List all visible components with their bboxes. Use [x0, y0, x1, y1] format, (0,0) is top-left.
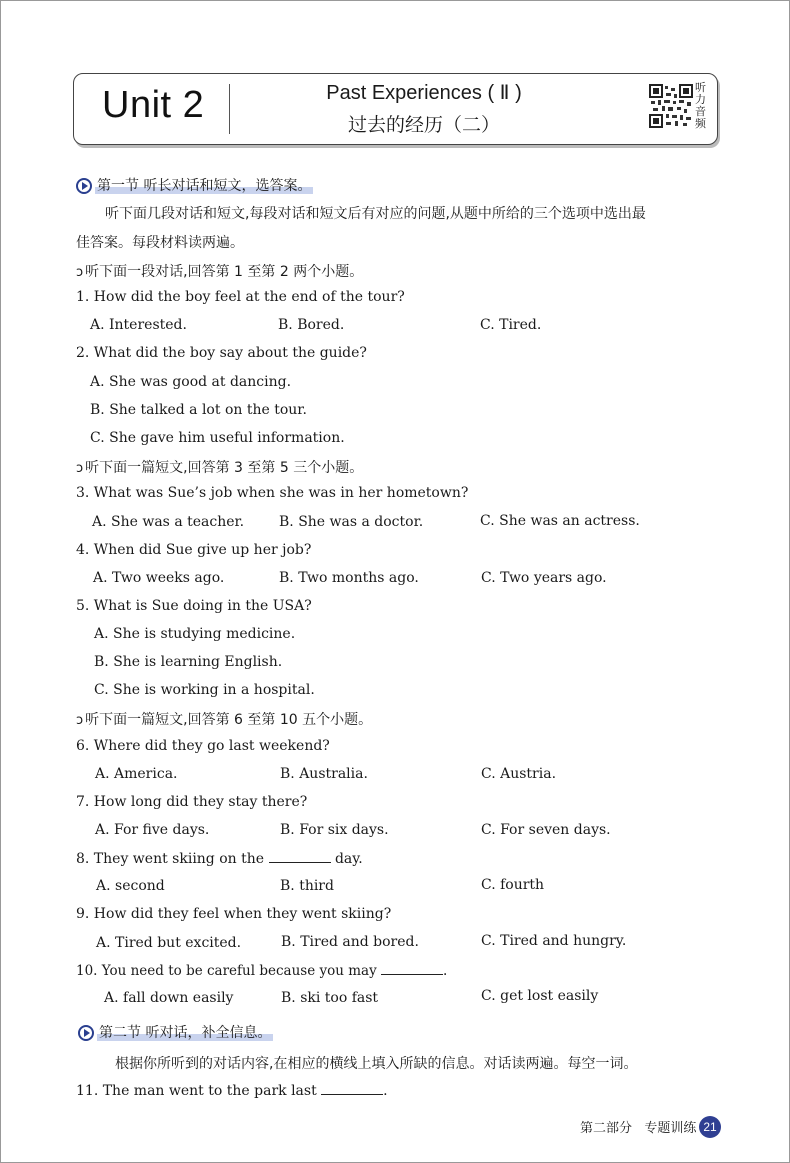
q8-text-post: day.: [334, 851, 363, 867]
listen-ear-icon: ↄ: [76, 461, 84, 476]
q5-option-c: C. She is working in a hospital.: [94, 682, 315, 698]
q8-option-c: C. fourth: [481, 877, 545, 893]
q1-option-b: B. Bored.: [278, 317, 345, 333]
q8-text-pre: 8. They went skiing on the: [76, 851, 265, 867]
q7-option-c: C. For seven days.: [481, 822, 611, 838]
header-divider: [229, 84, 230, 134]
q4-option-a: A. Two weeks ago.: [93, 570, 225, 586]
question-8: [76, 850, 363, 867]
q2-option-c: C. She gave him useful information.: [90, 430, 345, 446]
section1-instruction-line2: 佳答案。每段材料读两遍。: [76, 235, 244, 251]
listen-ear-icon: ↄ: [76, 713, 84, 728]
section2-heading: [78, 1022, 273, 1042]
group1-heading: [76, 261, 363, 281]
q11-text-pre: 11. The man went to the park last: [76, 1083, 317, 1099]
section2-title: 听对话，补全信息。: [145, 1025, 272, 1041]
q11-text-post: .: [383, 1083, 388, 1099]
footer-topic: 专题训练: [644, 1121, 697, 1136]
q2-option-b: B. She talked a lot on the tour.: [90, 402, 307, 418]
q5-option-b: B. She is learning English.: [94, 654, 283, 670]
audio-play-icon[interactable]: [76, 178, 92, 194]
question-9: 9. How did they feel when they went skiing?: [76, 906, 392, 922]
section1-heading: [76, 175, 313, 195]
question-10: [76, 962, 447, 979]
q10-answer-blank[interactable]: [381, 962, 443, 975]
question-4: 4. When did Sue give up her job?: [76, 542, 312, 558]
q4-option-b: B. Two months ago.: [279, 570, 419, 586]
listen-ear-icon: ↄ: [76, 265, 84, 280]
q6-option-a: A. America.: [95, 766, 178, 782]
q1-option-a: A. Interested.: [90, 317, 187, 333]
q4-option-c: C. Two years ago.: [481, 570, 607, 586]
q3-option-c: C. She was an actress.: [480, 513, 640, 529]
section1-label: 第一节: [97, 178, 139, 194]
group3-heading: [76, 709, 372, 729]
question-3: 3. What was Sue’s job when she was in her hometown?: [76, 485, 469, 501]
question-2: 2. What did the boy say about the guide?: [76, 345, 367, 361]
q9-option-b: B. Tired and bored.: [281, 934, 419, 950]
q8-option-b: B. third: [280, 878, 334, 894]
q5-option-a: A. She is studying medicine.: [94, 626, 296, 642]
q10-text-pre: 10. You need to be careful because you may: [76, 963, 377, 979]
qr-audio-label: 听力音频: [695, 81, 706, 130]
unit-title-zh: 过去的经历（二）: [347, 114, 500, 136]
page-number: 21: [699, 1116, 721, 1138]
q1-option-c: C. Tired.: [480, 317, 542, 333]
question-11: [76, 1082, 388, 1099]
q10-option-c: C. get lost easily: [481, 988, 599, 1004]
q3-option-a: A. She was a teacher.: [92, 514, 245, 530]
page-footer: [580, 1117, 696, 1136]
footer-part: 第二部分: [580, 1121, 633, 1136]
q7-option-a: A. For five days.: [95, 822, 210, 838]
q7-option-b: B. For six days.: [280, 822, 389, 838]
q6-option-b: B. Australia.: [280, 766, 368, 782]
group1-text: 听下面一段对话,回答第 1 至第 2 两个小题。: [85, 264, 364, 280]
q10-option-b: B. ski too fast: [281, 990, 379, 1006]
unit-number: Unit 2: [102, 84, 205, 126]
q11-answer-blank[interactable]: [321, 1082, 383, 1095]
section1-title: 听长对话和短文，选答案。: [143, 178, 312, 194]
question-6: 6. Where did they go last weekend?: [76, 738, 330, 754]
section2-label: 第二节: [99, 1025, 141, 1041]
q6-option-c: C. Austria.: [481, 766, 557, 782]
group3-text: 听下面一篇短文,回答第 6 至第 10 五个小题。: [85, 712, 373, 728]
audio-play-icon[interactable]: [78, 1025, 94, 1041]
q8-option-a: A. second: [96, 878, 165, 894]
q3-option-b: B. She was a doctor.: [279, 514, 424, 530]
question-5: 5. What is Sue doing in the USA?: [76, 598, 312, 614]
section1-instruction-line1: 听下面几段对话和短文,每段对话和短文后有对应的问题,从题中所给的三个选项中选出最: [105, 206, 646, 222]
q10-option-a: A. fall down easily: [104, 990, 234, 1006]
q8-answer-blank[interactable]: [269, 850, 331, 863]
section2-instruction: 根据你所听到的对话内容,在相应的横线上填入所缺的信息。对话读两遍。每空一词。: [115, 1056, 638, 1072]
question-7: 7. How long did they stay there?: [76, 794, 308, 810]
group2-text: 听下面一篇短文,回答第 3 至第 5 三个小题。: [85, 460, 364, 476]
qr-code-icon[interactable]: [649, 84, 693, 128]
q9-option-c: C. Tired and hungry.: [481, 933, 627, 949]
q10-text-post: .: [443, 963, 448, 979]
unit-header: [73, 73, 718, 145]
unit-title-en: Past Experiences ( Ⅱ ): [326, 82, 522, 104]
question-1: 1. How did the boy feel at the end of the tour?: [76, 289, 405, 305]
q2-option-a: A. She was good at dancing.: [90, 374, 292, 390]
q9-option-a: A. Tired but excited.: [96, 935, 242, 951]
group2-heading: [76, 457, 363, 477]
